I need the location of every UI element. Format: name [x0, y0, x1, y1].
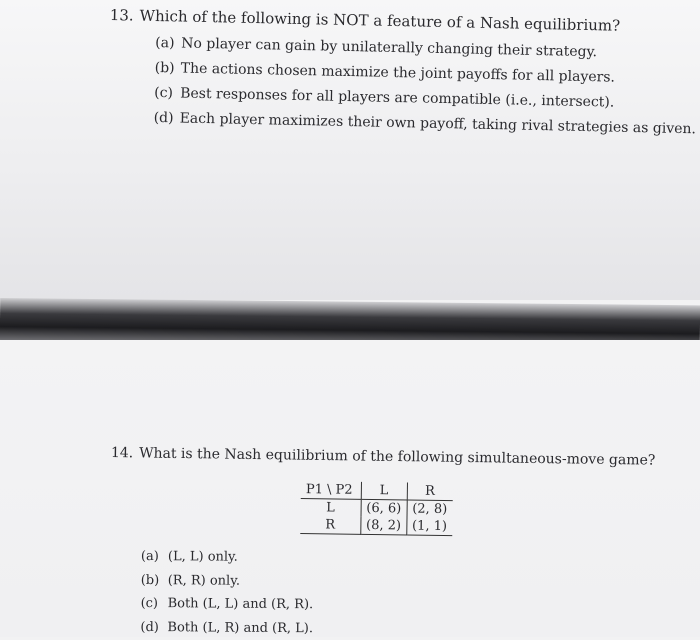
option-text: Each player maximizes their own payoff, taking rival strategies as given. — [179, 110, 697, 138]
option-text: (L, L) only. — [167, 549, 238, 565]
question-13-options — [153, 31, 697, 142]
option-a — [141, 545, 314, 570]
option-label: (c) — [140, 595, 159, 612]
question-number: 13. — [109, 6, 134, 25]
option-b — [141, 568, 314, 593]
payoff-col-header: L — [361, 482, 407, 500]
option-label: (c) — [154, 84, 174, 102]
payoff-row-header: R — [300, 516, 360, 534]
option-d — [140, 615, 313, 640]
question-text: Which of the following is NOT a feature of a Nash equilibrium? — [139, 6, 621, 35]
option-c — [141, 592, 314, 617]
option-text: No player can gain by unilaterally changing their strategy. — [181, 35, 598, 61]
payoff-cell: (1, 1) — [406, 517, 452, 535]
question-text: What is the Nash equilibrium of the following simultaneous-move game? — [139, 445, 656, 469]
payoff-row — [301, 498, 453, 518]
option-label: (a) — [140, 548, 159, 565]
question-13 — [107, 6, 698, 142]
option-label: (b) — [154, 59, 175, 77]
payoff-corner-label: P1 \ P2 — [301, 481, 361, 499]
payoff-cell: (8, 2) — [360, 517, 406, 535]
payoff-cell: (2, 8) — [412, 501, 448, 518]
option-label: (d) — [140, 619, 159, 635]
option-text: (R, R) only. — [167, 572, 241, 589]
payoff-cell: (6, 6) — [361, 499, 407, 517]
option-text: Both (L, R) and (R, L). — [167, 619, 314, 636]
payoff-row-header: L — [301, 498, 361, 516]
question-number: 14. — [110, 445, 134, 462]
payoff-matrix — [300, 481, 452, 536]
question-14-options — [140, 545, 313, 640]
option-text: The actions chosen maximize the joint payoffs for all players. — [180, 60, 616, 86]
option-label: (b) — [140, 572, 160, 588]
payoff-row — [300, 516, 452, 536]
option-text: Best responses for all players are compatible (i.e., intersect). — [180, 85, 615, 111]
option-label: (d) — [153, 109, 174, 127]
option-label: (a) — [155, 34, 175, 52]
option-text: Both (L, L) and (R, R). — [167, 596, 314, 613]
payoff-header-row — [301, 481, 453, 501]
payoff-col-header: R — [407, 482, 453, 500]
